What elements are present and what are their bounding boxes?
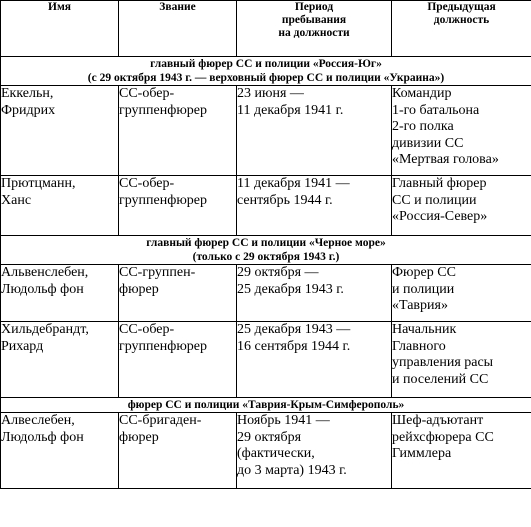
cell-name: Прютцманн, Ханс (1, 176, 119, 236)
cell-period: 23 июня — 11 декабря 1941 г. (237, 86, 392, 176)
cell-period: 29 октября — 25 декабря 1943 г. (237, 265, 392, 322)
cell-rank: СС-группен- фюрер (119, 265, 237, 322)
section-title-line: фюрер СС и полиции «Таврия-Крым-Симферополь» (127, 399, 405, 411)
section-row (1, 57, 531, 86)
header-name: Имя (1, 1, 119, 57)
cell-rank: СС-обер- группенфюрер (119, 176, 237, 236)
cell-name: Алвеслебен, Людольф фон (1, 413, 119, 489)
section-row (1, 398, 531, 413)
header-previous-position: Предыдущая должность (392, 1, 531, 57)
table-body (1, 57, 531, 489)
section-row (1, 236, 531, 265)
cell-previous-position: Шеф-адъютант рейхсфюрера СС Гиммлера (392, 413, 531, 489)
section-subtitle-line: (только с 29 октября 1943 г.) (192, 251, 340, 263)
table-row (1, 86, 531, 176)
cell-rank: СС-бригаден- фюрер (119, 413, 237, 489)
section-title (1, 398, 531, 413)
header-period: Период пребывания на должности (237, 1, 392, 57)
table-row (1, 265, 531, 322)
table-row (1, 176, 531, 236)
cell-rank: СС-обер- группенфюрер (119, 86, 237, 176)
header-rank: Звание (119, 1, 237, 57)
cell-name: Хильдебрандт, Рихард (1, 322, 119, 398)
cell-previous-position: Начальник Главного управления расы и поселений СС (392, 322, 531, 398)
cell-rank: СС-обер- группенфюрер (119, 322, 237, 398)
table-row (1, 322, 531, 398)
header-row (1, 1, 531, 57)
table-header (1, 1, 531, 57)
cell-period: 11 декабря 1941 — сентябрь 1944 г. (237, 176, 392, 236)
section-title-line: главный фюрер СС и полиции «Россия-Юг» (150, 58, 382, 70)
cell-previous-position: Командир 1-го батальона 2-го полка дивизии СС «Мертвая голова» (392, 86, 531, 176)
cell-previous-position: Главный фюрер СС и полиции «Россия-Север» (392, 176, 531, 236)
cell-period: 25 декабря 1943 — 16 сентября 1944 г. (237, 322, 392, 398)
cell-previous-position: Фюрер СС и полиции «Таврия» (392, 265, 531, 322)
cell-name: Альвенслебен, Людольф фон (1, 265, 119, 322)
table-row (1, 413, 531, 489)
section-title-line: главный фюрер СС и полиции «Черное море» (146, 237, 386, 249)
section-title (1, 236, 531, 265)
cell-period: Ноябрь 1941 — 29 октября (фактически, до 3 марта) 1943 г. (237, 413, 392, 489)
cell-name: Еккельн, Фридрих (1, 86, 119, 176)
section-title (1, 57, 531, 86)
section-subtitle-line: (с 29 октября 1943 г. — верховный фюрер СС и полиции «Украина») (87, 72, 445, 84)
